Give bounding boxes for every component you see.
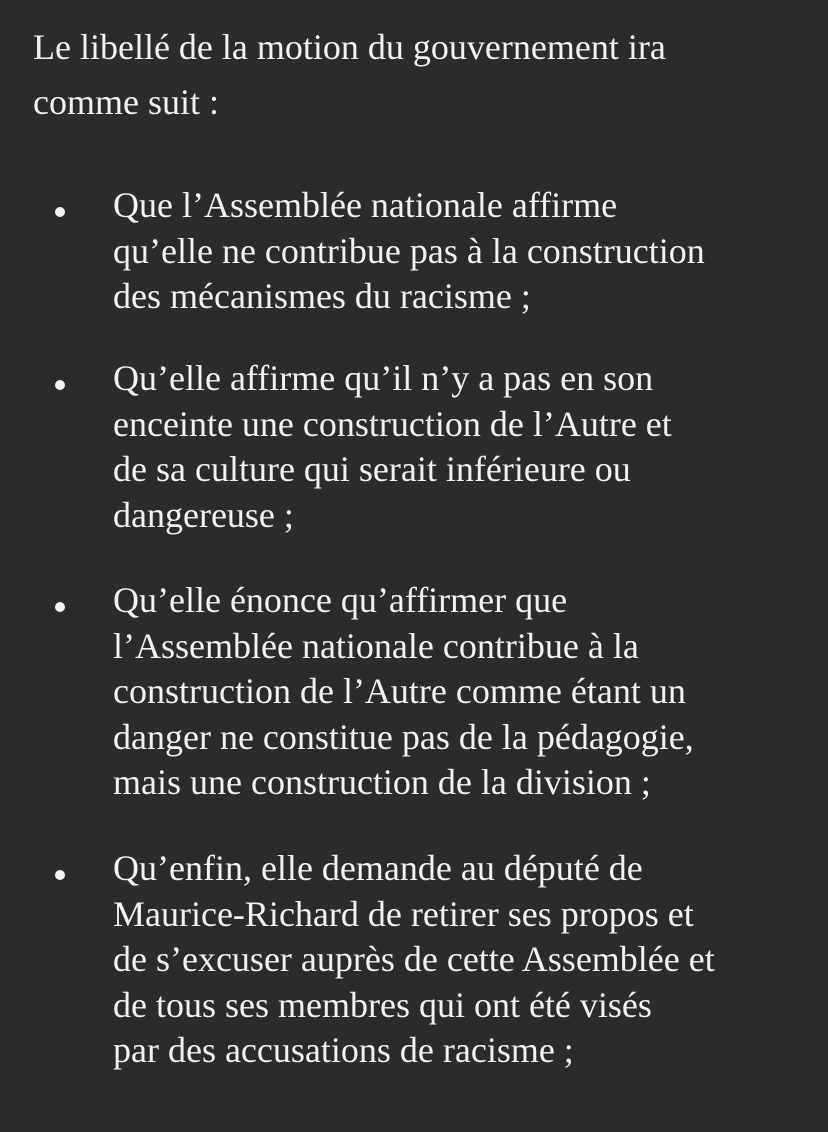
list-item-text [113, 846, 813, 1074]
list-item-text [113, 578, 813, 806]
list-item-text [113, 356, 813, 538]
list-item-line: Qu’elle affirme qu’il n’y a pas en son [113, 358, 654, 398]
bullet-icon [55, 602, 65, 612]
list-item-line: Qu’elle énonce qu’affirmer que [113, 580, 568, 620]
intro-line: comme suit : [33, 82, 219, 122]
bullet-icon [55, 380, 65, 390]
list-item-line: mais une construction de la division ; [113, 762, 651, 802]
intro-paragraph [33, 20, 803, 130]
list-item-line: de tous ses membres qui ont été visés [113, 984, 652, 1025]
bullet-icon [55, 207, 65, 217]
list-item-line: dangereuse ; [113, 494, 294, 535]
list-item-line: construction de l’Autre comme étant un [113, 671, 686, 711]
list-item-line: de s’excuser auprès de cette Assemblée et [113, 939, 715, 979]
list-item-line: des mécanismes du racisme ; [113, 276, 531, 316]
list-item-line: de sa culture qui serait inférieure ou [113, 449, 631, 489]
list-item-line: qu’elle ne contribue pas à la construction [113, 230, 705, 271]
bullet-icon [55, 870, 65, 880]
list-item-line: Qu’enfin, elle demande au député de [113, 848, 643, 888]
list-item-line: l’Assemblée nationale contribue à la [113, 625, 639, 666]
list-item-line: Que l’Assemblée nationale affirme [113, 185, 618, 225]
list-item-line: par des accusations de racisme ; [113, 1030, 574, 1070]
intro-line: Le libellé de la motion du gouvernement ira [33, 27, 666, 67]
list-item-line: Maurice-Richard de retirer ses propos et [113, 893, 694, 934]
list-item-line: danger ne constitue pas de la pédagogie, [113, 716, 694, 757]
list-item-line: enceinte une construction de l’Autre et [113, 403, 672, 444]
list-item-text [113, 183, 813, 320]
